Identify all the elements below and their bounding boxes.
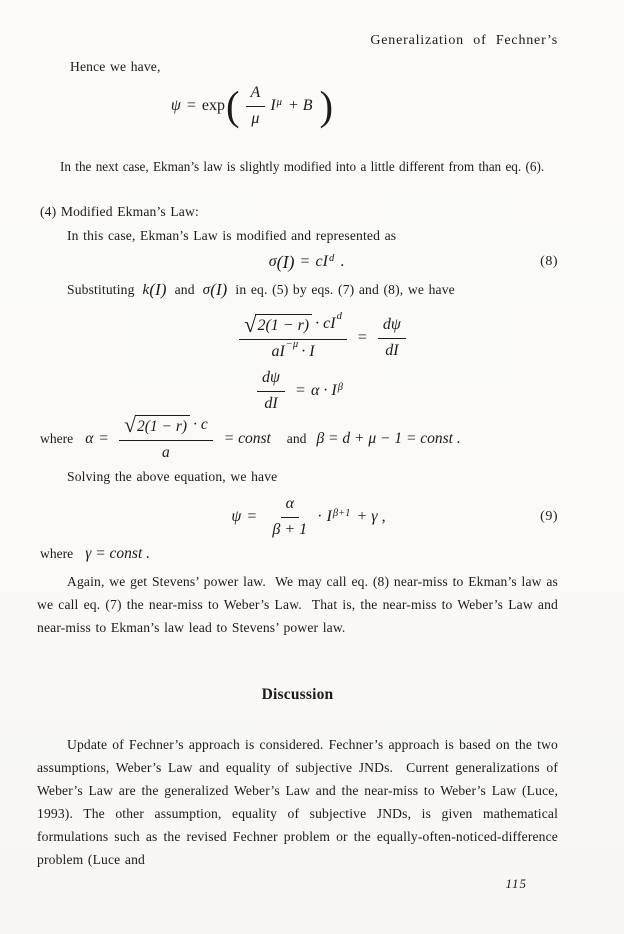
sqrt-radical [244,311,312,337]
sqrt-radical [124,415,190,437]
equals-sign: = [247,508,257,525]
neg-mu-exponent: −μ [285,338,299,350]
para-solving: Solving the above equation, we have [67,469,278,484]
where-alpha-line [40,414,461,464]
psi-symbol: ψ [170,97,181,114]
equals-sign: = [99,430,109,447]
mu-exponent: μ [276,96,282,108]
equals-sign: = [357,329,367,346]
and-word: and [174,282,195,297]
where-word: where [40,431,74,446]
equation-8 [37,247,558,277]
k-symbol: k [142,281,150,298]
and-word: and [286,431,307,446]
radicand: 2(1 − r) [135,415,190,437]
k-argument: (I) [149,280,167,299]
fraction-A-mu: $\frac{A}{\mu}$ [246,83,266,130]
equation-number-8: (8) [540,254,558,269]
d-exponent: d [336,310,342,322]
exp-function: exp [201,97,225,114]
where-gamma-line [40,545,150,563]
equals-const: = const [223,430,271,447]
dot-I-term: · I [301,342,315,360]
plus-B: + B [287,97,313,114]
aI-term: aI [271,342,285,360]
I-base: I [326,508,332,525]
d-exponent: d [328,252,335,264]
equals-sign: = [186,97,196,114]
equals-sign: = [295,382,305,399]
radical-sign: √ [244,311,257,337]
discussion-heading: Discussion [261,686,334,703]
where-word: where [40,546,74,561]
gamma-expression: γ = const . [85,545,151,562]
alpha-symbol: α [85,430,94,447]
equals-sign: = [300,253,310,270]
cI-term: · cI [315,314,336,332]
running-head: Generalization of Fechner’s [370,33,558,48]
period: . [340,253,345,270]
alpha-I-term: α · I [310,382,337,399]
radical-sign: √ [124,413,137,438]
dot-operator: · [317,508,323,525]
dot-c-term: · c [193,416,208,434]
dpsi-dI-fraction: $\frac{d\psi}{dI}$ [378,315,406,362]
substituting-word: Substituting [67,282,135,297]
beta-plus-1-exponent: β+1 [332,507,351,519]
sigma-symbol: σ [202,281,211,298]
radicand: 2(1 − r) [255,314,312,337]
psi-symbol: ψ [231,508,242,525]
equation-9 [37,493,558,541]
plus-gamma: + γ , [356,508,386,525]
beta-exponent: β [337,381,343,393]
section-4-heading: (4) Modified Ekman’s Law: [40,204,199,219]
para-next-case: In the next case, Ekman’s law is slightly modified into a little different from than eq. (6). [60,159,545,174]
equation-number-9: (9) [540,509,558,524]
page-number: 115 [505,876,527,891]
sigma-symbol: σ [268,253,277,270]
alpha-fraction: √ 2(1 − r) · c a [119,415,213,462]
I-base: I [270,97,276,114]
dpsi-dI-fraction: $\frac{d\psi}{dI}$ [257,368,285,415]
beta-expression: β = d + μ − 1 = const . [316,430,461,447]
equation-dpsi [37,369,558,413]
para-again: Again, we get Stevens’ power law. We may call eq. (8) near-miss to Ekman’s law as we call eq. (7) the near-miss to Weber’s Law. That is, the near-miss to Weber’s Law and near-miss to Ekman’s law lead to Stevens’ power law. [37,574,558,636]
equation-psi-exp: ψ = exp ( $\frac{A}{\mu}$ I μ + B ) [170,82,334,129]
equation-ratio [37,310,558,366]
substituting-rest: in eq. (5) by eqs. (7) and (8), we have [235,282,455,297]
alpha-beta-fraction: $\frac{\alpha}{\beta + 1}$ [272,494,308,538]
para-update: Update of Fechner’s approach is considered. Fechner’s approach is based on the two assumptions, Weber’s Law and equality of subjective JNDs. Current generalizations of Weber’s Law are the generalized Weber’s Law and the near-miss to Weber’s Law (Luce, 1993). The other assumption, equality of subjective JNDs, is given mathematical formulations such as the revised Fechner problem or the equally-often-noticed-difference problem (Luce and [37,737,558,868]
sigma-argument: (I) [210,280,228,299]
cI-term: cI [315,253,328,270]
para-substituting [67,280,455,300]
para-in-this-case: In this case, Ekman’s Law is modified and represented as [67,228,397,243]
main-fraction [239,310,347,363]
para-hence: Hence we have, [70,59,161,74]
sigma-argument: (I) [276,251,295,272]
